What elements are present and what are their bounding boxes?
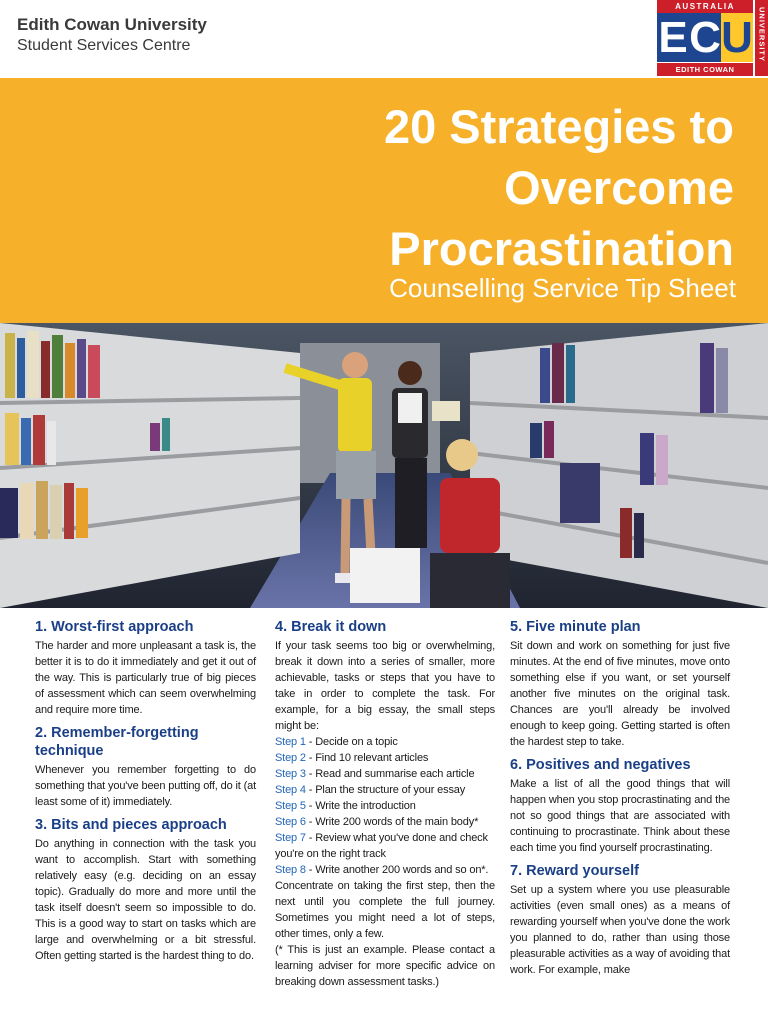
- section-1-title: 1. Worst-first approach: [35, 619, 194, 635]
- logo-letter-c: C: [689, 13, 721, 62]
- step-label: Step 5: [275, 800, 306, 812]
- department-name: Student Services Centre: [17, 37, 191, 54]
- step-text: - Review what you've done and check you're on the right track: [275, 832, 488, 860]
- library-scene-illustration: [0, 323, 768, 608]
- column-2: [275, 618, 495, 990]
- section-3-title: 3. Bits and pieces approach: [35, 817, 227, 833]
- step-item: [275, 862, 495, 878]
- step-label: Step 6: [275, 816, 306, 828]
- library-photo: [0, 323, 768, 608]
- section-5-body: Sit down and work on something for just five minutes. At the end of five minutes, move onto something else if you want, or set yourself another five minutes on the original task. Chances are you'll already be involved enough to keep going. Getting started is often the hardest step to take.: [510, 640, 730, 748]
- ecu-logo: [657, 0, 768, 76]
- step-text: - Find 10 relevant articles: [305, 752, 429, 764]
- step-item: [275, 734, 495, 750]
- logo-vertical-text: UNIVERSITY: [757, 6, 767, 62]
- column-1: [35, 618, 256, 964]
- logo-letter-e: E: [658, 13, 688, 62]
- step-item: [275, 814, 495, 830]
- step-text: - Write another 200 words and so on*.: [305, 864, 489, 876]
- section-4-outro: Concentrate on taking the first step, then the next until you complete the full journey. Sometimes you might need a lot of steps, other times, only a few.: [275, 880, 495, 940]
- section-3-body: Do anything in connection with the task you want to accomplish. Start with something relatively easy (e.g. deciding on an essay topic). Gradually do more and more until the task itself doesn't seem so impossible to do. This is a good way to start on tasks which are large and overwhelming or a bit stressful. Often getting started is the hardest thing to do.: [35, 838, 256, 962]
- logo-vertical-band: [755, 0, 768, 76]
- logo-letter-u: U: [721, 13, 753, 62]
- step-text: - Write 200 words of the main body*: [305, 816, 479, 828]
- step-list: [275, 734, 495, 878]
- step-item: [275, 830, 495, 862]
- section-7-body: Set up a system where you use pleasurable activities (even small ones) as a means of rewarding yourself when you've done the work you planned to do, rather than using those pleasurable activities as a way of avoiding that work. For example, make: [510, 884, 730, 976]
- title-line-1: 20 Strategies to: [383, 100, 734, 153]
- logo-subtitle: EDITH COWAN: [657, 63, 753, 76]
- page-header: [0, 0, 768, 78]
- section-4-title: 4. Break it down: [275, 619, 387, 635]
- section-4-intro: If your task seems too big or overwhelming, break it down into a series of smaller, more achievable, tasks or steps that you have to take in order to complete the task. For example, for a big essay, the small steps might be:: [275, 640, 495, 732]
- step-item: [275, 766, 495, 782]
- logo-country: AUSTRALIA: [657, 0, 753, 13]
- section-1-body: The harder and more unpleasant a task is, the better it is to do it immediately and get it out of the way. This is particularly true of big pieces of assessment which can seem overwhelming and require more time.: [35, 640, 256, 716]
- step-label: Step 4: [275, 784, 306, 796]
- section-6-title: 6. Positives and negatives: [510, 757, 691, 773]
- column-3: [510, 618, 730, 978]
- title-line-3: Procrastination: [389, 222, 734, 275]
- step-item: [275, 750, 495, 766]
- section-6-body: Make a list of all the good things that will happen when you stop procrastinating and the not so good things that are associated with continuing to procrastinate. Think about these each time you find yourself procrastinating.: [510, 778, 730, 854]
- step-text: - Plan the structure of your essay: [305, 784, 466, 796]
- section-2-body: Whenever you remember forgetting to do something that you've been putting off, do it (at least some of it) immediately.: [35, 764, 256, 808]
- title-line-2: Overcome: [504, 161, 734, 214]
- section-2-title: 2. Remember-forgetting technique: [35, 725, 199, 759]
- university-name: Edith Cowan University: [17, 15, 207, 34]
- step-text: - Write the introduction: [305, 800, 416, 812]
- step-label: Step 7: [275, 832, 306, 844]
- step-label: Step 1: [275, 736, 306, 748]
- step-text: - Read and summarise each article: [305, 768, 475, 780]
- logo-letters: [657, 13, 753, 62]
- step-item: [275, 798, 495, 814]
- page-title: [174, 96, 734, 279]
- page-subtitle: Counselling Service Tip Sheet: [389, 273, 736, 303]
- step-label: Step 2: [275, 752, 306, 764]
- section-4-footnote: (* This is just an example. Please contact a learning adviser for more specific advice on breaking down assessment tasks.): [275, 944, 495, 988]
- title-banner: [0, 78, 768, 323]
- step-text: - Decide on a topic: [305, 736, 398, 748]
- section-5-title: 5. Five minute plan: [510, 619, 641, 635]
- step-label: Step 8: [275, 864, 306, 876]
- step-label: Step 3: [275, 768, 306, 780]
- section-7-title: 7. Reward yourself: [510, 863, 639, 879]
- step-item: [275, 782, 495, 798]
